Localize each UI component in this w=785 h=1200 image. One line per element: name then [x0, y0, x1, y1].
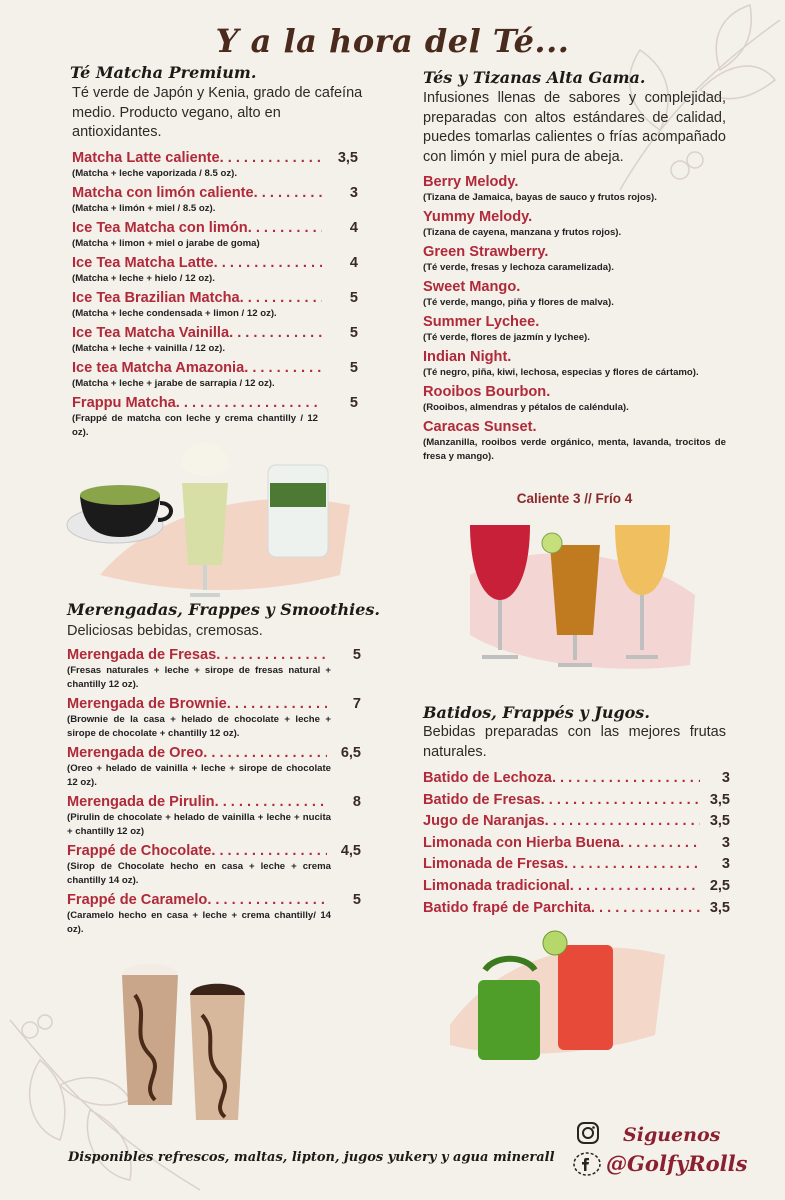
menu-item-name: Caracas Sunset.	[423, 419, 537, 435]
menu-item-description: (Té verde, fresas y lechoza caramelizada).	[423, 262, 614, 273]
matcha-item-list	[72, 149, 358, 443]
menu-item-price: 7	[352, 696, 361, 712]
social-follow-label: Siguenos	[623, 1124, 721, 1146]
menu-item-price: 5	[349, 360, 358, 376]
menu-item-name: Merengada de Fresas	[67, 647, 217, 663]
menu-item-name: Yummy Melody.	[423, 209, 533, 225]
leader-dots	[254, 184, 322, 202]
tes-item-list	[423, 173, 726, 467]
merengadas-section-title: Merengadas, Frappes y Smoothies.	[67, 600, 380, 619]
menu-item-price: 8	[352, 794, 361, 810]
menu-item-price: 5	[349, 325, 358, 341]
leader-dots	[248, 219, 322, 237]
leader-dots	[207, 891, 327, 909]
leader-dots	[620, 834, 700, 852]
menu-item-description: (Tizana de cayena, manzana y frutos rojos).	[423, 227, 622, 238]
footer-note: Disponibles refrescos, maltas, lipton, jugos yukery y agua minerall	[68, 1150, 555, 1165]
menu-item-name: Merengada de Pirulin	[67, 794, 215, 810]
menu-item	[67, 646, 361, 692]
menu-item-description: (Matcha + limon + miel o jarabe de goma)	[72, 238, 260, 249]
menu-item-name: Matcha con limón caliente	[72, 185, 254, 201]
menu-item	[67, 793, 361, 839]
menu-item-name: Merengada de Brownie	[67, 696, 227, 712]
menu-item	[67, 695, 361, 741]
leader-dots	[244, 359, 322, 377]
leader-dots	[229, 324, 322, 342]
menu-item	[423, 313, 726, 345]
menu-item-price: 3	[721, 834, 730, 851]
menu-item	[72, 359, 358, 391]
menu-item	[423, 834, 730, 852]
menu-item	[423, 243, 726, 275]
menu-item	[423, 791, 730, 809]
menu-item-name: Ice tea Matcha Amazonia	[72, 360, 245, 376]
menu-item-price: 5	[352, 647, 361, 663]
menu-item-description: (Caramelo hecho en casa + leche + crema chantilly/ 14 oz).	[67, 910, 331, 935]
menu-item	[72, 289, 358, 321]
menu-item-name: Jugo de Naranjas	[423, 813, 545, 830]
batidos-description: Bebidas preparadas con las mejores frutas naturales.	[423, 724, 726, 760]
menu-item	[423, 855, 730, 873]
matcha-description: Té verde de Japón y Kenia, grado de cafeína medio. Producto vegano, alto en antioxidantes.	[72, 85, 363, 140]
menu-item-name: Ice Tea Matcha Latte	[72, 255, 214, 271]
leader-dots	[240, 289, 322, 307]
juices-illustration	[440, 925, 670, 1065]
menu-item-name: Matcha Latte caliente	[72, 150, 220, 166]
social-handle[interactable]: @GolfyRolls	[606, 1151, 748, 1176]
menu-item	[72, 254, 358, 286]
menu-item-description: (Matcha + leche vaporizada / 8.5 oz).	[72, 168, 238, 179]
menu-item	[423, 348, 726, 380]
tes-section-title: Tés y Tizanas Alta Gama.	[423, 68, 646, 87]
menu-item	[67, 842, 361, 888]
menu-item-price: 3	[721, 856, 730, 873]
menu-item-price: 4	[349, 255, 358, 271]
leader-dots	[227, 695, 327, 713]
matcha-section-title: Té Matcha Premium.	[70, 63, 257, 82]
leader-dots	[176, 394, 322, 412]
matcha-drinks-illustration	[60, 425, 360, 605]
leader-dots	[545, 812, 700, 830]
menu-item-price: 3,5	[709, 899, 730, 916]
menu-item-price: 3,5	[709, 791, 730, 808]
menu-item-description: (Oreo + helado de vainilla + leche + sirope de chocolate 12 oz).	[67, 763, 331, 788]
menu-item-name: Merengada de Oreo	[67, 745, 204, 761]
menu-item-price: 5	[349, 290, 358, 306]
menu-item-description: (Fresas naturales + leche + sirope de fresas natural + chantilly 12 oz).	[67, 665, 331, 690]
menu-item-name: Batido de Lechoza	[423, 770, 552, 786]
batidos-section-title: Batidos, Frappés y Jugos.	[423, 703, 650, 722]
menu-item-description: (Té negro, piña, kiwi, lechosa, especias y flores de cártamo).	[423, 367, 699, 378]
leader-dots	[541, 791, 700, 809]
menu-item-description: (Matcha + leche + hielo / 12 oz).	[72, 273, 215, 284]
tes-price-note: Caliente 3 // Frío 4	[516, 491, 633, 506]
menu-item	[72, 324, 358, 356]
tes-description: Infusiones llenas de sabores y complejidad, preparadas con altos estándares de calidad, puedes tomarlas calientes o frías acompañado con limón y miel pura de abeja.	[423, 90, 726, 165]
milkshakes-illustration	[110, 955, 260, 1130]
menu-item	[423, 877, 730, 895]
merengadas-description: Deliciosas bebidas, cremosas.	[67, 623, 263, 639]
leader-dots	[220, 149, 322, 167]
leader-dots	[564, 855, 700, 873]
menu-item-price: 4	[349, 220, 358, 236]
menu-item-description: (Rooibos, almendras y pétalos de caléndula).	[423, 402, 629, 413]
menu-item	[423, 208, 726, 240]
menu-item	[72, 184, 358, 216]
facebook-icon[interactable]	[572, 1151, 602, 1177]
batidos-item-list	[423, 769, 730, 920]
menu-item-name: Frappu Matcha	[72, 395, 176, 411]
menu-item-name: Ice Tea Matcha Vainilla	[72, 325, 230, 341]
menu-item-name: Batido frapé de Parchita	[423, 899, 591, 916]
menu-item-name: Limonada con Hierba Buena	[423, 834, 621, 851]
menu-item-name: Frappé de Chocolate	[67, 843, 212, 859]
menu-item	[67, 744, 361, 790]
menu-item-description: (Matcha + limón + miel / 8.5 oz).	[72, 203, 216, 214]
merengadas-item-list	[67, 646, 361, 940]
instagram-icon[interactable]	[576, 1121, 600, 1145]
menu-item-name: Berry Melody.	[423, 174, 519, 190]
menu-item-price: 4,5	[340, 843, 361, 859]
menu-item	[72, 149, 358, 181]
menu-item-price: 6,5	[340, 745, 361, 761]
menu-item	[423, 278, 726, 310]
menu-item-price: 2,5	[709, 877, 730, 894]
menu-item-description: (Pirulin de chocolate + helado de vainilla + leche + nucita + chantilly 12 oz)	[67, 812, 331, 837]
menu-item-description: (Manzanilla, rooibos verde orgánico, menta, lavanda, trocitos de fresa y mango).	[423, 437, 726, 462]
menu-item-name: Indian Night.	[423, 349, 512, 365]
menu-item-price: 3	[721, 770, 730, 786]
menu-item-name: Summer Lychee.	[423, 314, 540, 330]
menu-item-name: Ice Tea Matcha con limón	[72, 220, 248, 236]
menu-item	[423, 383, 726, 415]
menu-item-description: (Sirop de Chocolate hecho en casa + leche + crema chantilly 14 oz).	[67, 861, 331, 886]
menu-item-name: Sweet Mango.	[423, 279, 521, 295]
menu-item	[67, 891, 361, 937]
leader-dots	[591, 899, 700, 917]
menu-item-description: (Tizana de Jamaica, bayas de sauco y frutos rojos).	[423, 192, 657, 203]
page-title: Y a la hora del Té...	[215, 22, 570, 60]
menu-item-price: 3,5	[337, 150, 358, 166]
menu-item	[72, 219, 358, 251]
menu-item-price: 3,5	[709, 813, 730, 830]
menu-item	[423, 812, 730, 830]
tea-glasses-illustration	[460, 515, 700, 685]
menu-item-name: Batido de Fresas	[423, 791, 541, 808]
menu-item-price: 5	[352, 892, 361, 908]
leader-dots	[216, 646, 327, 664]
menu-item-name: Ice Tea Brazilian Matcha	[72, 290, 240, 306]
menu-item-name: Green Strawberry.	[423, 244, 549, 260]
menu-item-name: Limonada tradicional	[423, 877, 570, 894]
menu-item-description: (Frappé de matcha con leche y crema chantilly / 12 oz).	[72, 413, 318, 438]
menu-item-description: (Matcha + leche + jarabe de sarrapia / 12 oz).	[72, 378, 275, 389]
menu-item-price: 3	[349, 185, 358, 201]
leader-dots	[211, 842, 327, 860]
menu-item-name: Rooibos Bourbon.	[423, 384, 551, 400]
menu-item-description: (Té verde, flores de jazmín y lychee).	[423, 332, 590, 343]
menu-item-description: (Matcha + leche + vainilla / 12 oz).	[72, 343, 226, 354]
menu-item-name: Frappé de Caramelo	[67, 892, 208, 908]
menu-item-description: (Té verde, mango, piña y flores de malva).	[423, 297, 614, 308]
leader-dots	[215, 793, 327, 811]
menu-item	[423, 769, 730, 787]
menu-item	[423, 899, 730, 917]
leader-dots	[552, 769, 700, 787]
menu-item-name: Limonada de Fresas	[423, 856, 565, 873]
menu-item-description: (Brownie de la casa + helado de chocolate + leche + sirope de chocolate + chantilly 12 oz).	[67, 714, 331, 739]
menu-item-price: 5	[349, 395, 358, 411]
menu-item	[423, 173, 726, 205]
leader-dots	[203, 744, 327, 762]
leader-dots	[214, 254, 322, 272]
leader-dots	[570, 877, 700, 895]
menu-item	[423, 418, 726, 464]
menu-item-description: (Matcha + leche condensada + limon / 12 oz).	[72, 308, 277, 319]
